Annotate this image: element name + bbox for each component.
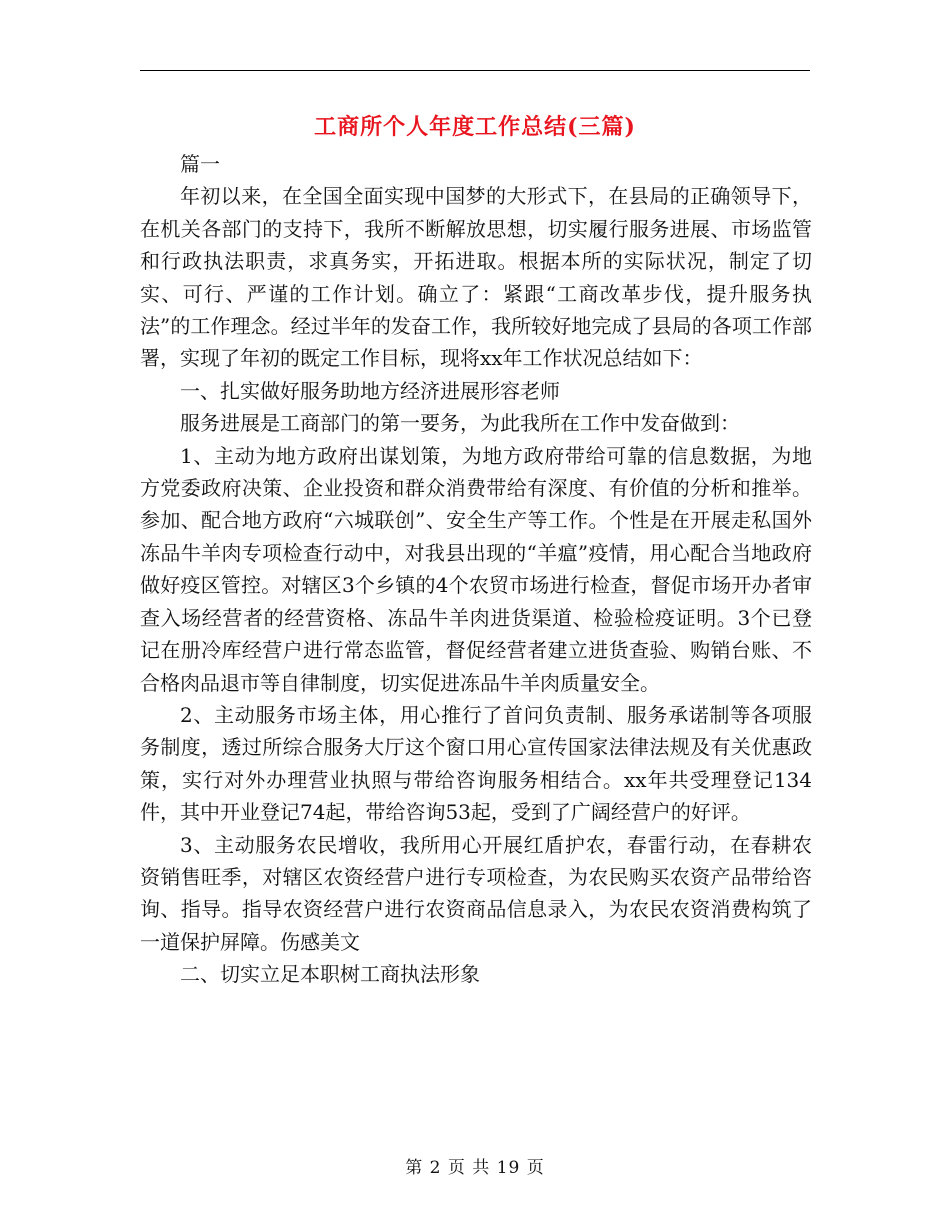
paragraph-item-3: 3、主动服务农民增收，我所用心开展红盾护农，春雷行动，在春耕农资销售旺季，对辖区农资经营户进行专项检查，为农民购买农资产品带给咨询、指导。指导农资经营户进行农资商品信息录入，为农民农资消费构筑了一道保护屏障。伤感美文 (140, 832, 812, 954)
paragraph-item-2: 2、主动服务市场主体，用心推行了首问负责制、服务承诺制等各项服务制度，透过所综合服务大厅这个窗口用心宣传国家法律法规及有关优惠政策，实行对外办理营业执照与带给咨询服务相结合。xx年共受理登记134件，其中开业登记74起，带给咨询53起，受到了广阔经营户的好评。 (140, 702, 812, 825)
paragraph-section-label: 篇一 (180, 152, 220, 176)
paragraph-item-1: 1、主动为地方政府出谋划策，为地方政府带给可靠的信息数据，为地方党委政府决策、企业投资和群众消费带给有深度、有价值的分析和推举。参加、配合地方政府“六城联创”、安全生产等工作。个性是在开展走私国外冻品牛羊肉专项检查行动中，对我县出现的“羊瘟”疫情，用心配合当地政府做好疫区管控。对辖区3个乡镇的4个农贸市场进行检查，督促市场开办者审查入场经营者的经营资格、冻品牛羊肉进货渠道、检验检疫证明。3个已登记在册冷库经营户进行常态监管，督促经营者建立进货查验、购销台账、不合格肉品退市等自律制度，切实促进冻品牛羊肉质量安全。 (140, 443, 812, 695)
paragraph-intro: 年初以来，在全国全面实现中国梦的大形式下，在县局的正确领导下，在机关各部门的支持下，我所不断解放思想，切实履行服务进展、市场监管和行政执法职责，求真务实，开拓进取。根据本所的实际状况，制定了切实、可行、严谨的工作计划。确立了：紧跟“工商改革步伐，提升服务执法”的工作理念。经过半年的发奋工作，我所较好地完成了县局的各项工作部署，实现了年初的既定工作目标，现将xx年工作状况总结如下： (140, 184, 812, 371)
paragraph-service-lead: 服务进展是工商部门的第一要务，为此我所在工作中发奋做到： (180, 411, 740, 436)
page-number: 第 2 页 共 19 页 (405, 1158, 545, 1178)
header-rule (140, 70, 810, 71)
document-body (140, 148, 812, 991)
paragraph-heading-1: 一、扎实做好服务助地方经济进展形容老师 (180, 378, 560, 403)
document-title: 工商所个人年度工作总结(三篇) (314, 114, 636, 140)
paragraph-heading-2: 二、切实立足本职树工商执法形象 (180, 962, 480, 987)
